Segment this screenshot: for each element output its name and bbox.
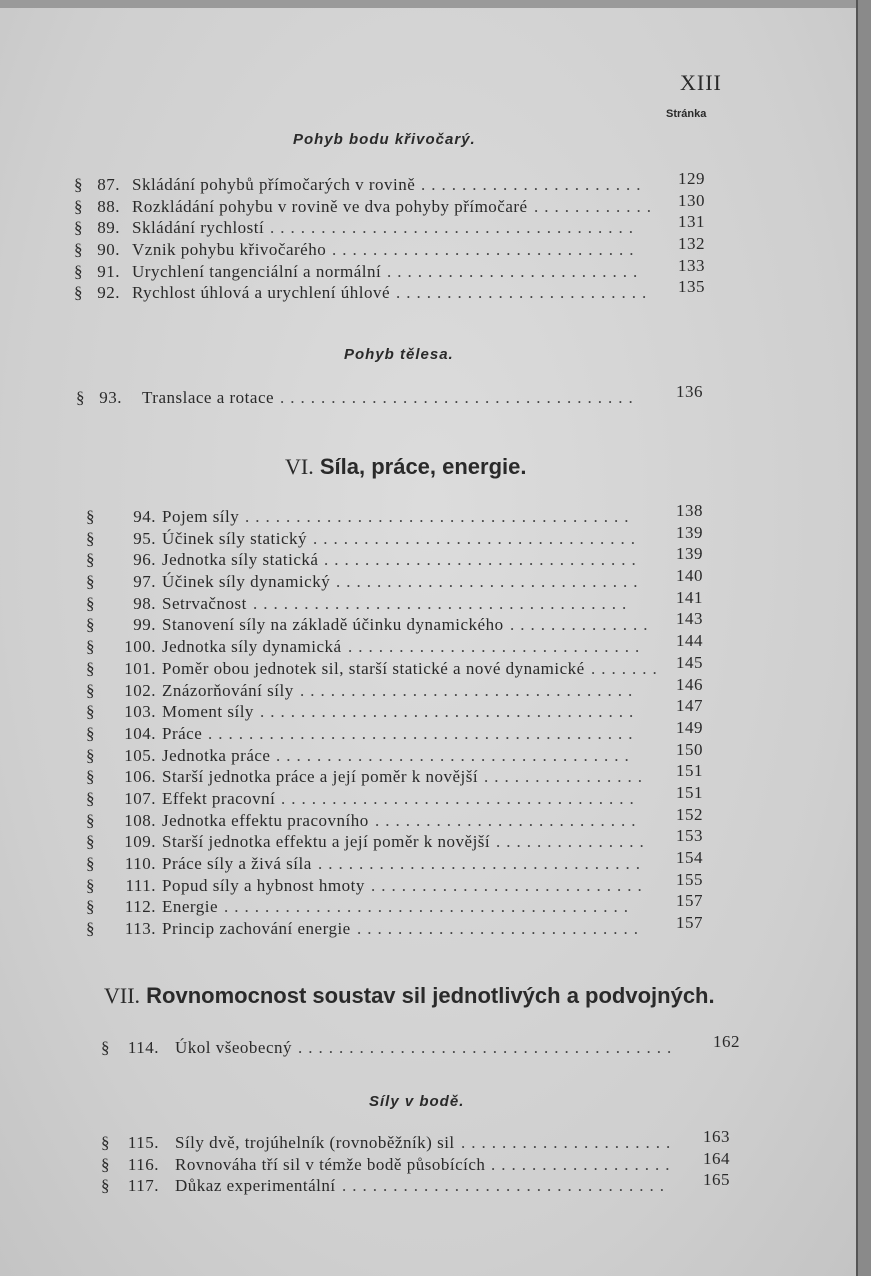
entry-title: Jednotka práce (162, 745, 271, 765)
entry-number: 88. (97, 196, 120, 216)
entry-page-number: 138 (676, 501, 703, 520)
entry-number: 98. (133, 593, 156, 613)
leader-dots: ................................ (318, 854, 646, 873)
section-sign: § (86, 680, 95, 700)
chapter-number: VI. (285, 454, 314, 479)
toc-entry (86, 869, 726, 898)
section-sign: § (86, 788, 95, 808)
entry-title: Práce (162, 723, 203, 743)
entry-number: 97. (133, 572, 156, 592)
entry-title: Účinek síly dynamický (162, 572, 331, 592)
entry-title: Moment síly (162, 702, 254, 722)
entry-number: 112. (124, 897, 156, 917)
section-sign: § (86, 658, 95, 678)
entry-title: Energie (162, 897, 219, 917)
toc-entry (86, 674, 726, 703)
leader-dots: .............................. (332, 240, 640, 260)
entry-number: 95. (133, 528, 156, 548)
entry-number: 106. (124, 767, 156, 787)
entry-title: Popud síly a hybnost hmoty (162, 875, 365, 895)
toc-group-pohyb-telesa (76, 382, 726, 410)
entry-number: 101. (124, 658, 156, 678)
entry-page-number: 150 (676, 739, 703, 759)
entry-number: 96. (133, 550, 156, 570)
entry-page-number: 141 (676, 587, 703, 607)
entry-title: Práce síly a živá síla (162, 854, 312, 873)
entry-page-number: 129 (678, 169, 705, 188)
toc-entry (86, 544, 726, 572)
toc-entry (86, 522, 726, 551)
section-sign: § (76, 388, 85, 407)
leader-dots: ...................................... (245, 507, 635, 526)
entry-page-number: 164 (703, 1148, 730, 1168)
section-sign: § (86, 593, 95, 613)
leader-dots: ................................ (342, 1176, 670, 1196)
leader-dots: ......................... (387, 261, 644, 281)
toc-entry (101, 1148, 761, 1177)
entry-number: 105. (124, 745, 156, 765)
entry-title: Znázorňování síly (162, 680, 294, 700)
page-edge (856, 0, 871, 1276)
leader-dots: ............................. (348, 637, 646, 657)
section-sign: § (86, 550, 95, 570)
entry-number: 117. (127, 1176, 159, 1196)
entry-title: Účinek síly statický (162, 528, 308, 548)
entry-page-number: 151 (676, 782, 703, 802)
entry-page-number: 132 (678, 234, 705, 254)
leader-dots: ..................... (461, 1133, 677, 1152)
chapter-name: Rovnomocnost soustav sil jednotlivých a podvojných. (146, 983, 715, 1008)
entry-number: 104. (124, 723, 156, 743)
section-sign: § (86, 919, 95, 939)
entry-title: Setrvačnost (162, 593, 247, 613)
entry-number: 103. (124, 702, 156, 722)
entry-page-number: 140 (676, 566, 703, 586)
chapter-title-vii (104, 983, 715, 1009)
toc-group-pohyb-bodu (74, 169, 724, 305)
section-sign: § (101, 1176, 110, 1196)
entry-page-number: 147 (676, 696, 703, 716)
entry-number: 89. (97, 218, 120, 238)
entry-title: Effekt pracovní (162, 788, 276, 808)
entry-number: 108. (124, 810, 156, 830)
section-sign: § (74, 240, 83, 260)
entry-number: 93. (99, 388, 122, 407)
section-sign: § (74, 196, 83, 216)
page-column-header: Stránka (666, 108, 707, 120)
entry-number: 115. (127, 1133, 159, 1152)
toc-entry (101, 1032, 761, 1060)
leader-dots: .................................... (270, 218, 639, 238)
toc-entry (86, 717, 726, 746)
leader-dots: ................ (484, 767, 648, 787)
entry-number: 94. (133, 507, 156, 526)
page-number: XIII (680, 70, 722, 95)
entry-page-number: 139 (676, 522, 703, 542)
entry-title: Rychlost úhlová a urychlení úhlové (132, 283, 391, 303)
entry-number: 92. (97, 283, 120, 303)
toc-entry (86, 826, 726, 854)
toc-entry (86, 761, 726, 789)
entry-title: Urychlení tangenciální a normální (132, 261, 382, 281)
toc-entry (86, 848, 726, 876)
entry-page-number: 139 (676, 544, 703, 564)
section-sign: § (74, 261, 83, 281)
toc-group-chapter-vi (86, 501, 726, 941)
toc-entry (101, 1127, 761, 1155)
leader-dots: ............................ (357, 919, 644, 939)
leader-dots: .............. (510, 615, 654, 635)
entry-number: 100. (124, 637, 156, 657)
leader-dots: ...................... (421, 175, 647, 194)
leader-dots: ............... (496, 832, 650, 852)
entry-number: 87. (97, 175, 120, 194)
entry-title: Důkaz experimentální (175, 1176, 336, 1196)
section-sign: § (86, 897, 95, 917)
entry-page-number: 152 (676, 804, 703, 824)
toc-group-chapter-vii (101, 1032, 761, 1060)
section-sign: § (86, 702, 95, 722)
entry-title: Vznik pohybu křivočarého (132, 240, 327, 260)
leader-dots: .......................... (375, 810, 642, 830)
entry-number: 99. (133, 615, 156, 635)
section-sign: § (86, 767, 95, 787)
entry-page-number: 143 (676, 609, 703, 629)
section-sign: § (86, 875, 95, 895)
leader-dots: ......................... (396, 283, 653, 303)
entry-page-number: 136 (676, 382, 703, 401)
entry-page-number: 163 (703, 1127, 730, 1146)
section-sign: § (86, 854, 95, 873)
entry-title: Jednotka síly dynamická (162, 637, 342, 657)
entry-title: Starší jednotka práce a její poměr k novější (162, 767, 479, 787)
toc-entry (74, 190, 724, 219)
entry-title: Úkol všeobecný (175, 1038, 293, 1057)
leader-dots: ........................... (371, 875, 648, 895)
toc-entry (86, 501, 726, 529)
entry-title: Jednotka síly statická (162, 550, 319, 570)
section-sign: § (86, 832, 95, 852)
entry-number: 113. (124, 919, 156, 939)
toc-entry (86, 804, 726, 833)
section-title-sily-v-bode: Síly v bodě. (369, 1093, 465, 1110)
toc-entry (76, 382, 726, 410)
entry-number: 109. (124, 832, 156, 852)
toc-entry (86, 739, 726, 768)
entry-page-number: 145 (676, 652, 703, 672)
toc-entry (86, 782, 726, 811)
leader-dots: .............................. (336, 572, 644, 592)
toc-entry (74, 255, 724, 284)
entry-page-number: 149 (676, 717, 703, 737)
entry-page-number: 155 (676, 869, 703, 889)
leader-dots: ................................... (281, 788, 640, 808)
leader-dots: ........................................ (224, 897, 634, 917)
entry-page-number: 154 (676, 848, 703, 867)
toc-entry (74, 277, 724, 305)
entry-title: Skládání pohybů přímočarých v rovině (132, 175, 416, 194)
chapter-number: VII. (104, 983, 141, 1008)
toc-group-sily-v-bode (101, 1127, 761, 1198)
entry-page-number: 146 (676, 674, 703, 694)
toc-entry (86, 566, 726, 594)
entry-number: 114. (127, 1038, 159, 1057)
toc-entry (86, 609, 726, 637)
entry-title: Jednotka effektu pracovního (162, 810, 369, 830)
entry-number: 107. (124, 788, 156, 808)
entry-number: 91. (97, 261, 120, 281)
leader-dots: ............................... (324, 550, 642, 570)
section-title-pohyb-telesa: Pohyb tělesa. (344, 346, 454, 363)
toc-entry (86, 891, 726, 919)
entry-number: 110. (124, 854, 156, 873)
toc-entry (74, 212, 724, 240)
section-sign: § (74, 175, 83, 194)
section-sign: § (74, 283, 83, 303)
entry-number: 102. (124, 680, 156, 700)
toc-entry (86, 696, 726, 724)
entry-title: Pojem síly (162, 507, 240, 526)
section-sign: § (74, 218, 83, 238)
toc-entry (86, 652, 726, 681)
entry-page-number: 157 (676, 891, 703, 911)
section-sign: § (86, 507, 95, 526)
section-sign: § (101, 1133, 110, 1152)
toc-entry (101, 1170, 761, 1198)
entry-number: 111. (125, 875, 156, 895)
toc-entry (86, 631, 726, 659)
section-sign: § (86, 528, 95, 548)
toc-entry (86, 587, 726, 616)
entry-page-number: 165 (703, 1170, 730, 1190)
leader-dots: .................. (491, 1154, 676, 1174)
section-sign: § (86, 810, 95, 830)
entry-title: Skládání rychlostí (132, 218, 265, 238)
leader-dots: ..................................... (260, 702, 640, 722)
entry-page-number: 133 (678, 255, 705, 275)
entry-title: Translace a rotace (142, 388, 275, 407)
leader-dots: ................................... (276, 745, 635, 765)
entry-title: Síly dvě, trojúhelník (rovnoběžník) sil (175, 1133, 455, 1152)
entry-number: 90. (97, 240, 120, 260)
section-sign: § (86, 745, 95, 765)
chapter-name: Síla, práce, energie. (319, 454, 527, 479)
section-sign: § (86, 572, 95, 592)
entry-title: Rozkládání pohybu v rovině ve dva pohyby přímočaré (132, 196, 528, 216)
entry-page-number: 130 (678, 190, 705, 210)
section-sign: § (101, 1038, 110, 1057)
leader-dots: ................................. (300, 680, 639, 700)
toc-entry (86, 913, 726, 941)
entry-page-number: 157 (676, 913, 703, 933)
leader-dots: .......................................... (208, 723, 639, 743)
leader-dots: ............ (534, 196, 657, 216)
entry-title: Princip zachování energie (162, 919, 351, 939)
section-sign: § (86, 723, 95, 743)
toc-entry (74, 169, 724, 197)
entry-page-number: 153 (676, 826, 703, 846)
leader-dots: ..................................... (298, 1038, 678, 1057)
section-sign: § (101, 1154, 110, 1174)
chapter-title-vi (285, 454, 527, 480)
entry-page-number: 135 (678, 277, 705, 297)
entry-page-number: 162 (713, 1032, 740, 1051)
leader-dots: ................................... (280, 388, 639, 407)
entry-title: Stanovení síly na základě účinku dynamického (162, 615, 504, 635)
entry-number: 116. (127, 1154, 159, 1174)
leader-dots: ................................ (313, 528, 641, 548)
entry-page-number: 151 (676, 761, 703, 781)
entry-page-number: 131 (678, 212, 705, 232)
leader-dots: ....... (591, 658, 663, 678)
toc-entry (74, 234, 724, 262)
entry-title: Poměr obou jednotek sil, starší statické a nové dynamické (162, 658, 585, 678)
section-title-pohyb-bodu: Pohyb bodu křivočarý. (293, 131, 476, 148)
section-sign: § (86, 637, 95, 657)
page-top-shadow (0, 0, 858, 8)
entry-page-number: 144 (676, 631, 703, 651)
entry-title: Starší jednotka effektu a její poměr k novější (162, 832, 491, 852)
entry-title: Rovnováha tří sil v témže bodě působících (175, 1154, 486, 1174)
section-sign: § (86, 615, 95, 635)
leader-dots: ..................................... (253, 593, 633, 613)
